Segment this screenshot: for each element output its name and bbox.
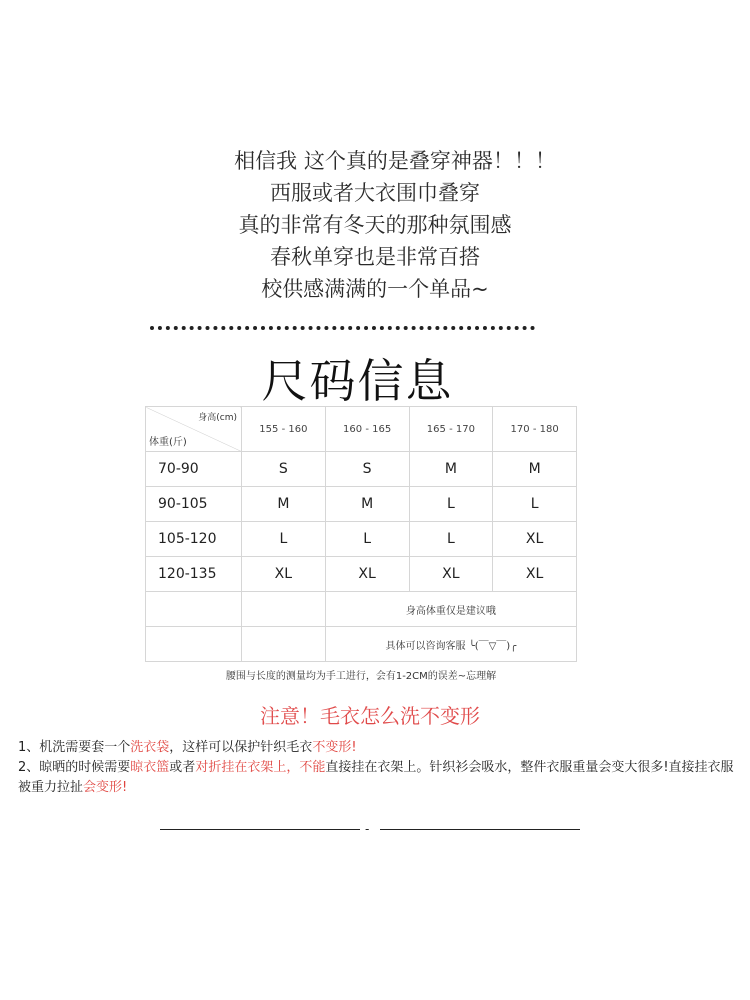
size-info-title: 尺码信息 bbox=[261, 354, 454, 408]
intro-line-2: 西服或者大衣围巾叠穿 bbox=[270, 181, 480, 205]
note-contact-service: 具体可以咨询客服 ╰(￣▽￣)╭ bbox=[325, 627, 576, 662]
care-highlight: 会变形! bbox=[83, 780, 128, 795]
height-column-1: 155 - 160 bbox=[242, 407, 326, 452]
size-cell: L bbox=[493, 487, 577, 522]
size-table-header bbox=[146, 407, 577, 452]
height-column-2: 160 - 165 bbox=[325, 407, 409, 452]
care-highlight: 不变形! bbox=[312, 740, 357, 755]
size-cell: M bbox=[242, 487, 326, 522]
size-cell: M bbox=[409, 452, 493, 487]
empty-cell bbox=[146, 627, 242, 662]
size-cell: L bbox=[242, 522, 326, 557]
size-table bbox=[145, 406, 577, 662]
table-row bbox=[146, 452, 577, 487]
intro-line-5: 校供感满满的一个单品~ bbox=[261, 277, 489, 301]
size-cell: M bbox=[493, 452, 577, 487]
size-cell: L bbox=[325, 522, 409, 557]
measurement-note: 腰围与长度的测量均为手工进行，会有1-2CM的误差~忘理解 bbox=[225, 671, 497, 682]
size-cell: XL bbox=[493, 557, 577, 592]
care-text: ，这样可以保护针织毛衣 bbox=[169, 740, 313, 755]
height-axis-label: 身高(cm) bbox=[198, 413, 237, 423]
care-text: 2、晾晒的时候需要 bbox=[18, 760, 131, 775]
intro-line-3: 真的非常有冬天的那种氛围感 bbox=[238, 213, 512, 237]
intro-line-1: 相信我 这个真的是叠穿神器！！！ bbox=[234, 149, 556, 173]
size-cell: M bbox=[325, 487, 409, 522]
dotted-divider bbox=[150, 326, 535, 330]
bottom-divider-mark: - bbox=[365, 822, 370, 836]
care-line-1 bbox=[18, 738, 743, 758]
size-cell: XL bbox=[325, 557, 409, 592]
weight-cell: 90-105 bbox=[146, 487, 242, 522]
table-note-row bbox=[146, 592, 577, 627]
table-note-row bbox=[146, 627, 577, 662]
table-row bbox=[146, 557, 577, 592]
note-suggestion: 身高体重仅是建议哦 bbox=[325, 592, 576, 627]
size-cell: L bbox=[409, 487, 493, 522]
intro-line-4: 春秋单穿也是非常百搭 bbox=[270, 245, 480, 269]
diagonal-header-cell bbox=[146, 407, 242, 452]
empty-cell bbox=[242, 592, 326, 627]
care-highlight: 对折挂在衣架上，不能 bbox=[195, 760, 326, 775]
table-row bbox=[146, 522, 577, 557]
height-column-4: 170 - 180 bbox=[493, 407, 577, 452]
intro-text bbox=[0, 145, 750, 305]
empty-cell bbox=[242, 627, 326, 662]
bottom-divider-left bbox=[160, 829, 360, 830]
care-text: 直接挂在衣架上。针织衫会吸水，整件衣服重量会变大很多!直接挂衣服被重力拉扯 bbox=[18, 760, 734, 795]
care-line-2 bbox=[18, 758, 743, 798]
care-highlight: 洗衣袋 bbox=[130, 740, 170, 755]
bottom-divider-right bbox=[380, 829, 580, 830]
size-cell: L bbox=[409, 522, 493, 557]
table-row bbox=[146, 487, 577, 522]
care-highlight: 晾衣篮 bbox=[130, 760, 170, 775]
height-column-3: 165 - 170 bbox=[409, 407, 493, 452]
care-title: 注意！毛衣怎么洗不变形 bbox=[260, 704, 480, 728]
weight-axis-label: 体重(斤) bbox=[149, 437, 187, 448]
care-text: 1、机洗需要套一个 bbox=[18, 740, 131, 755]
size-cell: S bbox=[242, 452, 326, 487]
size-cell: XL bbox=[493, 522, 577, 557]
care-text: 或者 bbox=[169, 760, 196, 775]
empty-cell bbox=[146, 592, 242, 627]
size-cell: S bbox=[325, 452, 409, 487]
size-cell: XL bbox=[242, 557, 326, 592]
care-instructions bbox=[18, 738, 743, 798]
weight-cell: 120-135 bbox=[146, 557, 242, 592]
size-cell: XL bbox=[409, 557, 493, 592]
weight-cell: 70-90 bbox=[146, 452, 242, 487]
weight-cell: 105-120 bbox=[146, 522, 242, 557]
